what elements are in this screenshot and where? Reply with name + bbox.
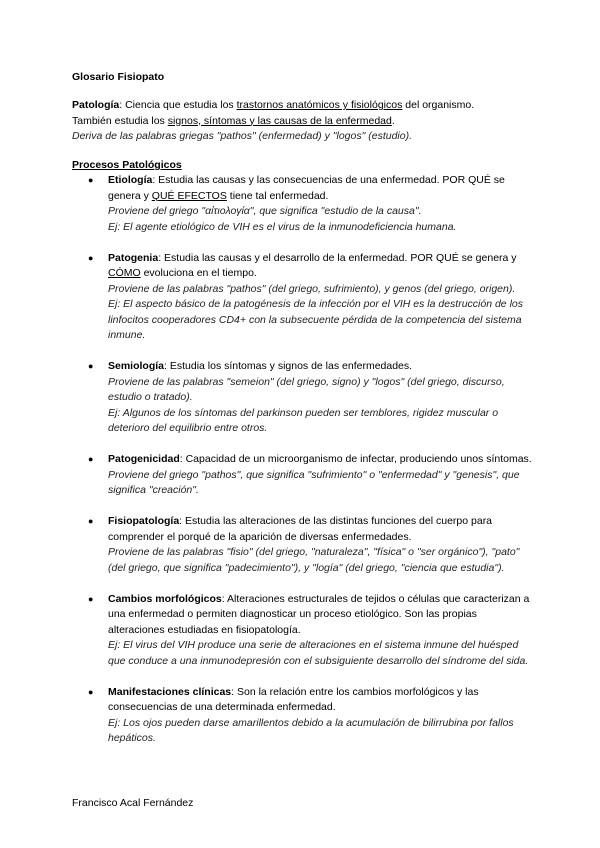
term-definition: Fisiopatología: Estudia las alteraciones de las distintas funciones del cuerpo para comprender el porqué de la aparición de diversas enfermedades. bbox=[108, 515, 493, 543]
bullet-icon: ● bbox=[88, 686, 94, 697]
term-semiologia bbox=[72, 359, 532, 437]
bullet-icon: ● bbox=[88, 454, 94, 464]
underlined-text: QUÉ EFECTOS bbox=[151, 189, 227, 202]
underlined-text: signos, síntomas y las causas de la enfermedad bbox=[167, 114, 392, 127]
term-origin: Proviene del griego "αἰτιολογία", que significa "estudio de la causa". bbox=[108, 205, 422, 217]
term-cambios-morfologicos bbox=[72, 592, 532, 670]
section-heading: Procesos Patológicos bbox=[72, 159, 182, 171]
bullet-icon: ● bbox=[88, 593, 94, 604]
term-name: Manifestaciones clínicas bbox=[108, 685, 232, 698]
intro-line-1: Patología: Ciencia que estudia los trastornos anatómicos y fisiológicos del organismo. bbox=[72, 99, 475, 111]
term-name: Fisiopatología bbox=[108, 515, 180, 527]
term-definition: Patogenia: Estudia las causas y el desarrollo de la enfermedad. POR QUÉ se genera y CÓMO evoluciona en el tiempo. bbox=[108, 251, 517, 279]
term-name: Patogenicidad bbox=[108, 453, 180, 465]
author-footer: Francisco Acal Fernández bbox=[72, 797, 194, 809]
document-title: Glosario Fisiopato bbox=[72, 71, 165, 83]
term-name: Patogenia bbox=[108, 251, 159, 264]
term-etiologia bbox=[72, 173, 532, 235]
term-origin: Proviene de las palabras "semeion" (del griego, signo) y "logos" (del griego, discurso, estudio o tratado). bbox=[108, 375, 505, 403]
underlined-text: CÓMO bbox=[108, 267, 141, 279]
intro-line-2: También estudia los signos, síntomas y las causas de la enfermedad. bbox=[72, 114, 395, 127]
term-definition: Manifestaciones clínicas: Son la relación entre los cambios morfológicos y las consecuencias de una determinada enfermedad. bbox=[108, 685, 479, 713]
term-name: Cambios morfológicos bbox=[108, 592, 222, 605]
term-definition: Etiología: Estudia las causas y las consecuencias de una enfermedad. POR QUÉ se genera y QUÉ EFECTOS tiene tal enfermedad. bbox=[108, 174, 505, 202]
term-name: Etiología bbox=[108, 174, 153, 186]
term-patogenia bbox=[72, 251, 532, 344]
term-origin: Proviene de las palabras "pathos" (del griego, sufrimiento), y genos (del griego, origen). bbox=[108, 282, 516, 295]
term-origin: Proviene de las palabras "fisio" (del griego, "naturaleza", "física" o "ser orgánico"), "pato" (del griego, que significa "padecimiento"), y "logía" (del griego, "ciencia que estudia"). bbox=[108, 546, 520, 574]
intro-term: Patología bbox=[72, 99, 120, 111]
term-fisiopatologia bbox=[72, 514, 532, 576]
term-example: Ej: El aspecto básico de la patogénesis de la infección por el VIH es la destrucción de los linfocitos cooperadores CD4+ con la subsecuente pérdida de la competencia del sistema inmune. bbox=[108, 298, 523, 341]
bullet-icon: ● bbox=[88, 361, 94, 371]
term-example: Ej: El agente etiológico de VIH es el virus de la inmunodeficiencia humana. bbox=[108, 220, 457, 233]
bullet-icon: ● bbox=[88, 516, 94, 526]
term-example: Ej: El virus del VIH produce una serie de alteraciones en el sistema inmune del huésped que conduce a una inmunodepresión con el subsiguiente desarrollo del síndrome del sida. bbox=[108, 639, 529, 667]
term-definition: Cambios morfológicos: Alteraciones estructurales de tejidos o células que caracterizan a una enfermedad o permiten diagnosticar un proceso etiológico. Son las propias alteraciones estudiadas en fisiopatología. bbox=[108, 592, 530, 636]
term-definition: Semiología: Estudia los síntomas y signos de las enfermedades. bbox=[108, 360, 413, 372]
term-manifestaciones-clinicas bbox=[72, 685, 532, 747]
term-origin: Proviene del griego "pathos", que significa "sufrimiento" o "enfermedad" y "genesis", que significa "creación". bbox=[108, 468, 520, 496]
intro-etymology: Deriva de las palabras griegas "pathos" (enfermedad) y "logos" (estudio). bbox=[72, 130, 412, 142]
intro-definition bbox=[72, 98, 542, 145]
term-example: Ej: Los ojos pueden darse amarillentos debido a la acumulación de bilirrubina por fallos hepáticos. bbox=[108, 716, 514, 744]
bullet-icon: ● bbox=[88, 252, 94, 263]
term-name: Semiología bbox=[108, 360, 165, 372]
term-example: Ej: Algunos de los síntomas del parkinson pueden ser temblores, rigidez muscular o deterioro del equilibrio entre otros. bbox=[108, 406, 499, 434]
term-patogenicidad bbox=[72, 452, 532, 499]
underlined-text: trastornos anatómicos y fisiológicos bbox=[236, 99, 403, 111]
bullet-icon: ● bbox=[88, 175, 94, 185]
term-list bbox=[72, 173, 532, 762]
term-definition: Patogenicidad: Capacidad de un microorganismo de infectar, produciendo unos síntomas. bbox=[108, 453, 532, 465]
